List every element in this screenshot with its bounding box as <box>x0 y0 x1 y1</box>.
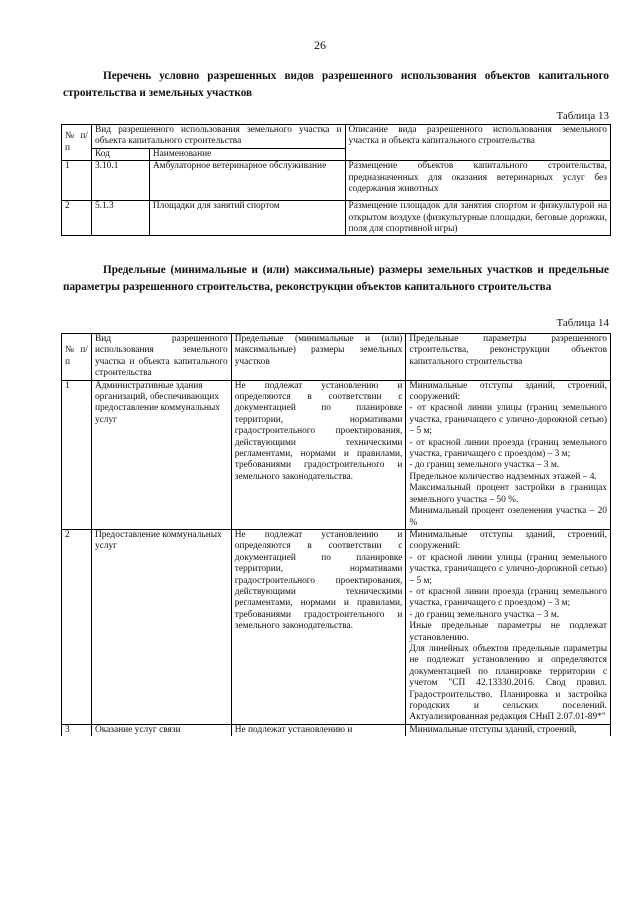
cell-sizes: Не подлежат установлению и определяются в соответствии с документацией по планировке территории, нормативами градостроительного проектирования, действующими техническими регламентами, нормами и правилами, требованиями градостроительного и земельного законодательства. <box>231 529 406 724</box>
table-header-row <box>62 125 611 149</box>
header-num: № п/п <box>62 334 92 381</box>
cell-name: Амбулаторное ветеринарное обслуживание <box>149 161 345 201</box>
table-row <box>62 201 611 236</box>
table-header-row <box>62 334 611 381</box>
cell-num: 2 <box>62 529 92 724</box>
header-description: Описание вида разрешенного использования земельного участка и объекта капитального строительства <box>345 125 611 161</box>
header-num: № п/п <box>62 125 92 161</box>
table-row <box>62 161 611 201</box>
section-heading-limits: Предельные (минимальные и (или) максимальные) размеры земельных участков и предельные параметры разрешенного строительства, реконструкции объектов капитального строительства <box>63 264 609 293</box>
cell-code: 3.10.1 <box>91 161 149 201</box>
cell-kind: Административные здания организаций, обеспечивающих предоставление коммунальных услуг <box>91 380 231 529</box>
section-heading-permitted-uses: Перечень условно разрешенных видов разрешенного использования объектов капитального строительства и земельных участков <box>63 70 609 99</box>
cell-kind: Оказание услуг связи <box>91 724 231 736</box>
cell-params: Минимальные отступы зданий, строений, сооружений: - от красной линии улицы (границ земельного участка, граничащего с улично-дорожной сетью) – 5 м; - от красной линии проезда (границ земельного участка, граничащего с проездом) – 3 м; - до границ земельного участка – 3 м. Предельное количество надземных этажей – 4. Максимальный процент застройки в границах земельного участка – 50 %. Минимальный процент озеленения участка – 20 % <box>406 380 611 529</box>
cell-sizes: Не подлежат установлению и определяются в соответствии с документацией по планировке территории, нормативами градостроительного проектирования, действующими техническими регламентами, нормами и правилами, требованиями градостроительного и земельного законодательства. <box>231 380 406 529</box>
cell-kind: Предоставление коммунальных услуг <box>91 529 231 724</box>
cell-num: 1 <box>62 380 92 529</box>
header-name: Наименование <box>149 148 345 160</box>
table-14 <box>61 333 611 736</box>
table-row <box>62 380 611 529</box>
header-kind: Вид разрешенного использования земельного участка и объекта капитального строительства <box>91 125 345 149</box>
table-row <box>62 724 611 736</box>
header-params: Предельные параметры разрешенного строительства, реконструкции объектов капитального строительства <box>406 334 611 381</box>
cell-num: 1 <box>62 161 92 201</box>
cell-params: Минимальные отступы зданий, строений, сооружений: - от красной линии улицы (границ земельного участка, граничащего с улично-дорожной сетью) – 5 м; - от красной линии проезда (границ земельного участка, граничащего с проездом) – 3 м; - до границ земельного участка – 3 м. Иные предельные параметры не подлежат установлению. Для линейных объектов предельные параметры не подлежат установлению и определяются документацией по планировке территории с учетом "СП 42.13330.2016. Свод правил. Градостроительство. Планировка и застройка городских и сельских поселений. Актуализированная редакция СНиП 2.07.01-89*" <box>406 529 611 724</box>
cell-num: 3 <box>62 724 92 736</box>
header-code: Код <box>91 148 149 160</box>
cell-num: 2 <box>62 201 92 236</box>
table-row <box>62 529 611 724</box>
cell-params: Минимальные отступы зданий, строений, <box>406 724 611 736</box>
cell-code: 5.1.3 <box>91 201 149 236</box>
cell-description: Размещение площадок для занятия спортом и физкультурой на открытом воздухе (физкультурные площадки, беговые дорожки, поля для спортивной игры) <box>345 201 611 236</box>
table-13 <box>61 124 611 236</box>
table-14-caption: Таблица 14 <box>556 317 609 329</box>
table-13-caption: Таблица 13 <box>556 110 609 122</box>
cell-description: Размещение объектов капитального строительства, предназначенных для оказания ветеринарных услуг без содержания животных <box>345 161 611 201</box>
page-number: 26 <box>314 38 326 52</box>
header-sizes: Предельные (минимальные и (или) максимальные) размеры земельных участков <box>231 334 406 381</box>
cell-name: Площадки для занятий спортом <box>149 201 345 236</box>
cell-sizes: Не подлежат установлению и <box>231 724 406 736</box>
header-kind: Вид разрешенного использования земельного участка и объекта капитального строительства <box>91 334 231 381</box>
